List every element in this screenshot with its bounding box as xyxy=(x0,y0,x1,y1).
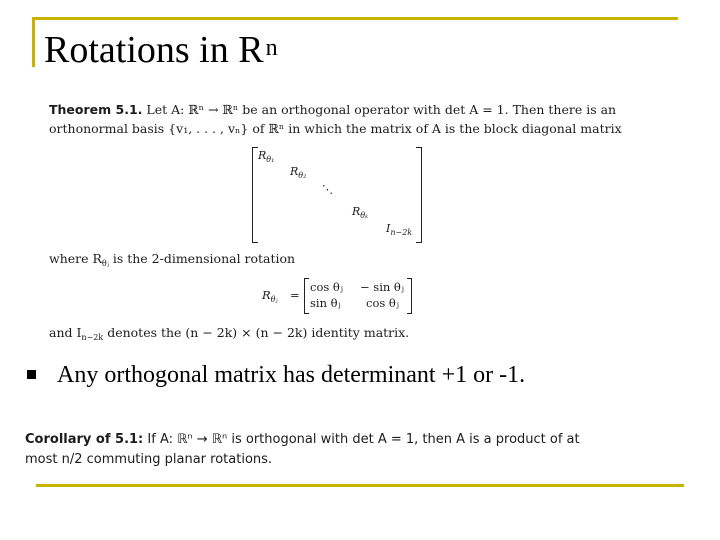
bullet-square-icon xyxy=(27,370,36,379)
matrix-entry-r-theta2: $R_{\theta_2}$ xyxy=(290,165,307,180)
theorem-line-1 xyxy=(49,102,616,117)
corollary-line-2: most n/2 commuting planar rotations. xyxy=(25,452,273,467)
corollary-line-1 xyxy=(25,430,580,450)
theorem-identity-line: and $I_{n-2k}$ denotes the (n − 2k) × (n − 2k) identity matrix. xyxy=(49,325,410,342)
matrix-entry-r-theta1: $R_{\theta_1}$ xyxy=(258,149,275,164)
rotation-cell-11: cos θⱼ xyxy=(310,280,343,294)
bullet-text: Any orthogonal matrix has determinant +1 or -1. xyxy=(57,362,526,388)
slide-title xyxy=(44,28,278,72)
matrix-right-bracket xyxy=(416,147,422,243)
slide-title-superscript: n xyxy=(265,35,278,61)
theorem-line-1-text: Let A: ℝⁿ → ℝⁿ be an orthogonal operator with det A = 1. Then there is an xyxy=(146,102,617,117)
rotation-matrix xyxy=(304,278,412,312)
block-diagonal-matrix xyxy=(252,147,422,241)
matrix-entry-identity: $I_{n-2k}$ xyxy=(386,222,413,237)
theorem-label: Theorem 5.1. xyxy=(49,102,143,117)
corollary-line-1-text: If A: ℝⁿ → ℝⁿ is orthogonal with det A = 1, then A is a product of at xyxy=(147,432,580,447)
slide-title-text: Rotations in R xyxy=(44,29,264,71)
matrix-entry-r-thetak: $R_{\theta_k}$ xyxy=(352,205,369,220)
rotation-cell-21: sin θⱼ xyxy=(310,296,341,310)
frame-bottom-rule xyxy=(36,484,684,487)
theorem-where-line: where $R_{\theta ⱼ}$ is the 2-dimensional rotation xyxy=(49,251,296,268)
rotation-left-bracket xyxy=(304,278,309,314)
corollary-block xyxy=(25,430,580,470)
frame-top-rule xyxy=(32,17,678,20)
rotation-right-bracket xyxy=(407,278,412,314)
rotation-cell-22: cos θⱼ xyxy=(366,296,399,310)
theorem-line-2: orthonormal basis {v₁, . . . , vₙ} of ℝⁿ in which the matrix of A is the block diagonal matrix xyxy=(49,121,622,136)
rotation-equals: = xyxy=(290,288,300,302)
frame-left-rule xyxy=(32,17,35,67)
rotation-lhs: $R_{\theta ⱼ}$ xyxy=(262,288,278,304)
rotation-cell-12: − sin θⱼ xyxy=(360,280,404,294)
corollary-label: Corollary of 5.1: xyxy=(25,432,144,447)
matrix-diagonal-dots: ⋱ xyxy=(322,183,333,196)
